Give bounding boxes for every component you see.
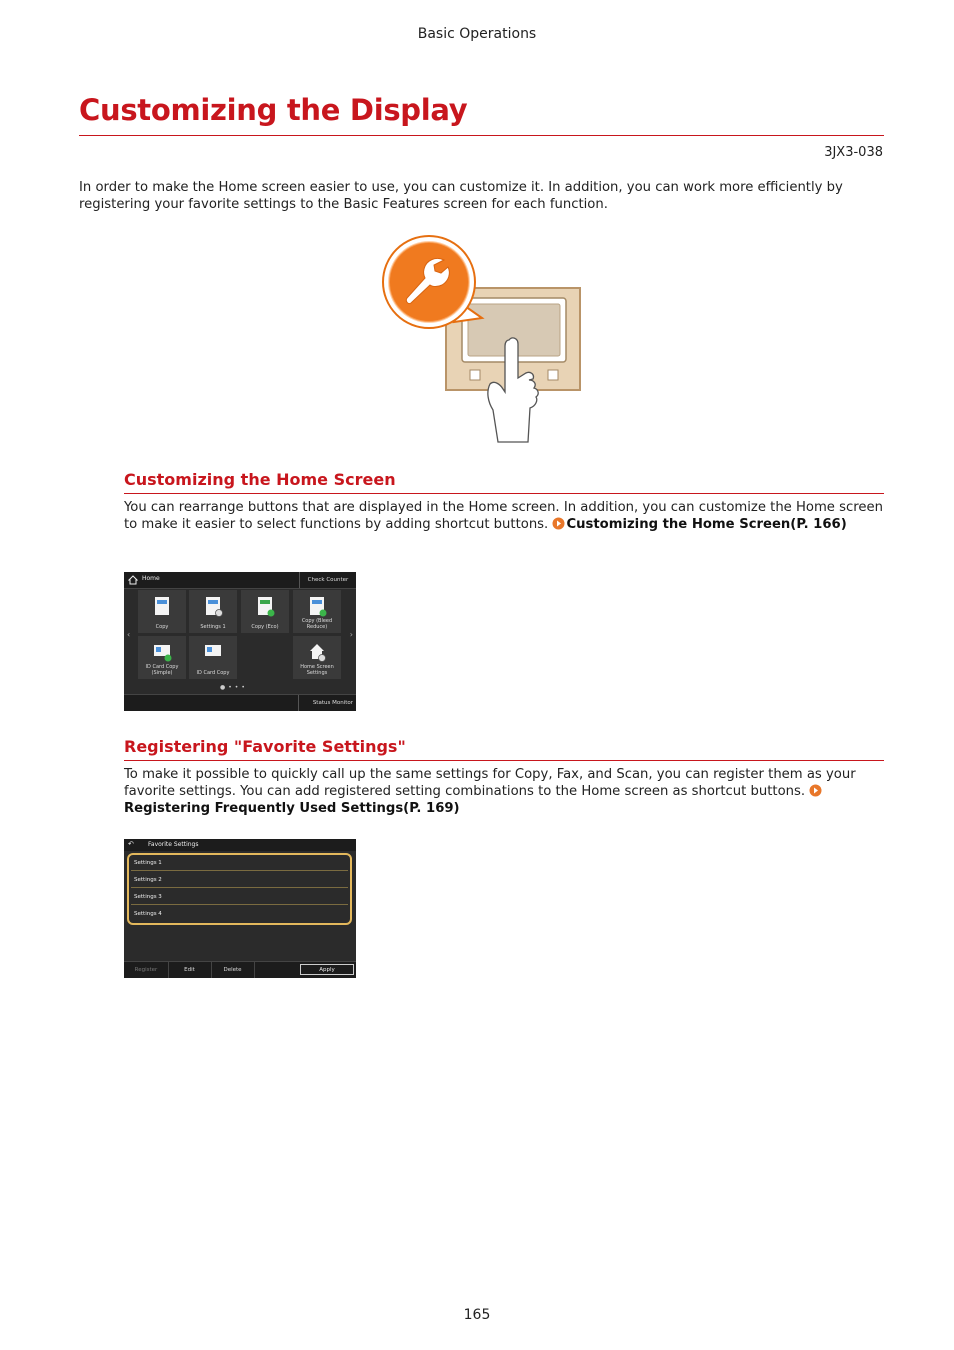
favorite-bottombar — [124, 961, 356, 978]
section-text-favorite-settings: To make it possible to quickly call up the same settings for Copy, Fax, and Scan, you can register them as your favorite settings. You can add registered setting combinations to the Home screen as shortcut buttons. Registering Frequently Used Settings(P. 169) — [124, 767, 856, 816]
customize-display-illustration — [378, 232, 584, 448]
link-registering-frequently-used-settings[interactable]: Registering Frequently Used Settings(P. 169) — [124, 801, 460, 816]
id-card-icon — [152, 641, 172, 663]
edit-button: Edit — [168, 962, 212, 978]
settings-copy-icon — [203, 595, 223, 617]
favorite-list — [127, 853, 352, 925]
register-button: Register — [124, 962, 169, 978]
delete-button: Delete — [211, 962, 255, 978]
tile-copy-bleed-reduce: Copy (Bleed Reduce) — [293, 590, 341, 633]
page-number: 165 — [463, 1307, 491, 1323]
tile-home-screen-settings: Home Screen Settings — [293, 636, 341, 679]
list-item: Settings 2 — [131, 872, 348, 888]
page-title: Customizing the Display — [79, 93, 468, 127]
tile-copy: Copy — [138, 590, 186, 633]
section-title-home-screen: Customizing the Home Screen — [124, 470, 396, 489]
section-rule — [124, 493, 884, 494]
document-code: 3JX3-038 — [824, 145, 883, 160]
home-icon — [128, 575, 138, 585]
favorite-topbar — [124, 839, 356, 851]
back-arrow-icon: ↶ — [128, 840, 134, 848]
link-arrow-icon — [552, 517, 565, 530]
check-counter-button: Check Counter — [299, 572, 356, 588]
home-bottombar — [124, 694, 356, 711]
intro-paragraph: In order to make the Home screen easier to use, you can customize it. In addition, you can work more efficiently by registering your favorite settings to the Basic Features screen for each function. — [79, 180, 843, 212]
favorite-title: Favorite Settings — [148, 841, 199, 848]
tile-settings-1: Settings 1 — [189, 590, 237, 633]
section-rule — [124, 760, 884, 761]
list-item: Settings 1 — [131, 855, 348, 871]
favorite-settings-image — [124, 839, 356, 978]
home-screen-image — [124, 572, 356, 711]
copy-icon — [152, 595, 172, 617]
section-text-home-screen: You can rearrange buttons that are displayed in the Home screen. In addition, you can customize the Home screen to make it easier to select functions by adding shortcut buttons. Customizing the Home Screen(P. 166) — [124, 500, 883, 532]
copy-eco-icon — [255, 595, 275, 617]
apply-button: Apply — [300, 964, 354, 975]
section-title-favorite-settings: Registering "Favorite Settings" — [124, 737, 406, 756]
home-settings-icon — [307, 641, 327, 663]
status-monitor-button: Status Monitor — [298, 695, 356, 711]
tile-copy-eco: Copy (Eco) — [241, 590, 289, 633]
tile-id-card-copy: ID Card Copy — [189, 636, 237, 679]
copy-bleed-icon — [307, 595, 327, 617]
tile-id-card-copy-simple: ID Card Copy (Simple) — [138, 636, 186, 679]
home-topbar — [124, 572, 356, 589]
chevron-right-icon: › — [349, 630, 353, 639]
list-item: Settings 4 — [134, 911, 162, 917]
link-customizing-home-screen[interactable]: Customizing the Home Screen(P. 166) — [566, 517, 847, 532]
home-title: Home — [142, 575, 160, 582]
page-indicator: ●••• — [220, 684, 248, 691]
title-rule — [79, 135, 884, 136]
running-header: Basic Operations — [417, 26, 537, 42]
link-arrow-icon — [809, 784, 822, 797]
list-item: Settings 3 — [131, 889, 348, 905]
chevron-left-icon: ‹ — [127, 630, 131, 639]
id-card-icon — [203, 641, 223, 663]
